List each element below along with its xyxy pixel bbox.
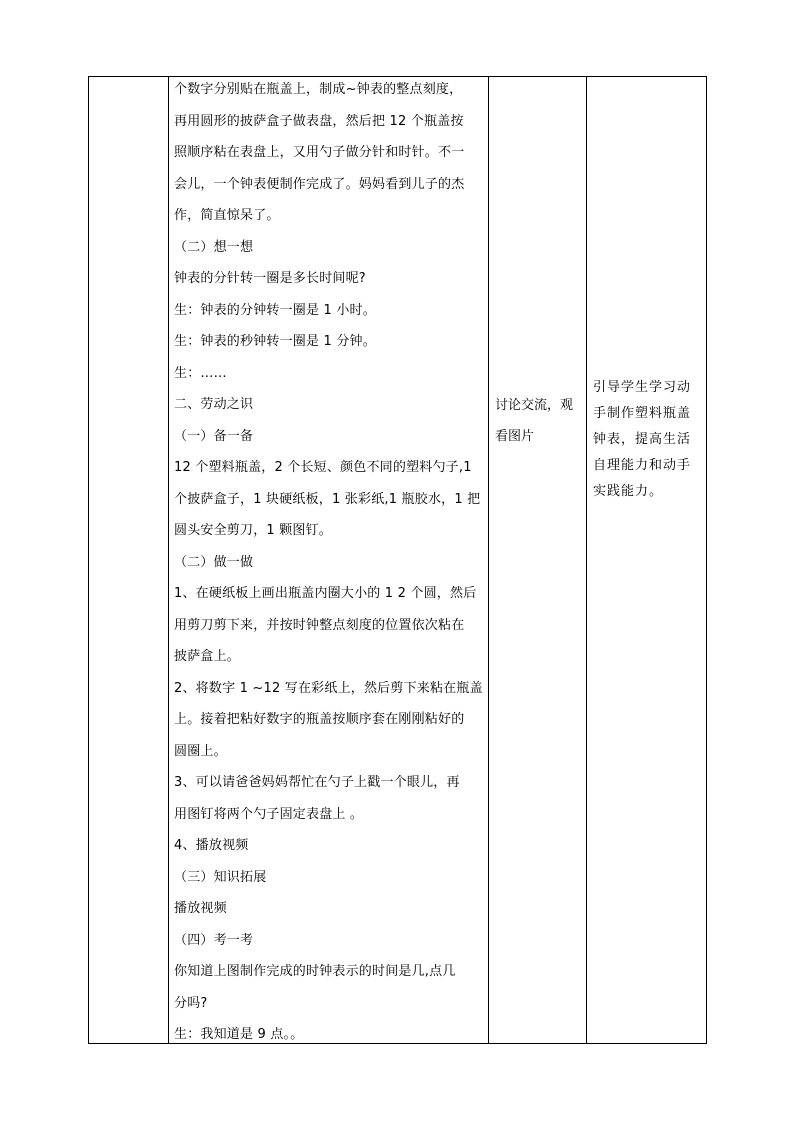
purpose-line: 实践能力。	[593, 484, 664, 499]
section-heading: 二、劳动之识	[174, 397, 254, 412]
content-line: 圆圈上。	[174, 743, 227, 759]
content-line: 生：钟表的分钟转一圈是 1 小时。	[174, 302, 376, 318]
content-line: 1、在硬纸板上画出瓶盖内圈大小的 1 2 个圆，然后	[174, 586, 477, 601]
purpose-line: 引导学生学习动	[593, 380, 692, 395]
content-line: 钟表的分针转一圈是多长时间呢?	[174, 271, 366, 286]
content-line: 用剪刀剪下来，并按时钟整点刻度的位置依次粘在	[174, 617, 465, 633]
content-line: 披萨盒上。	[174, 649, 241, 664]
column-divider	[586, 77, 587, 1043]
design-purpose-cell	[587, 375, 708, 505]
content-line: 圆头安全剪刀，1 颗图钉。	[174, 523, 333, 538]
content-line: 3、可以请爸爸妈妈帮忙在勺子上戳一个眼儿，再	[174, 775, 460, 790]
content-line: 上。接着把粘好数字的瓶盖按顺序套在刚刚粘好的	[174, 712, 465, 727]
section-heading: （四）考一考	[174, 932, 254, 948]
lesson-table	[88, 76, 707, 1044]
content-line: 生：……	[174, 365, 227, 381]
content-line: 会儿，一个钟表便制作完成了。妈妈看到儿子的杰	[174, 176, 465, 192]
content-line: 作，简直惊呆了。	[174, 208, 280, 223]
content-line: 2、将数字 1 ~12 写在彩纸上，然后剪下来粘在瓶盖	[174, 680, 483, 696]
teaching-content-cell	[169, 77, 489, 1051]
section-heading: （三）知识拓展	[174, 869, 267, 885]
content-line: 4、播放视频	[174, 838, 249, 853]
content-line: 个披萨盒子，1 块硬纸板，1 张彩纸,1 瓶胶水，1 把	[174, 491, 481, 507]
content-line: 生：钟表的秒钟转一圈是 1 分钟。	[174, 334, 376, 349]
section-heading: （二）想一想	[174, 239, 254, 255]
purpose-line: 钟表，提高生活	[593, 432, 692, 447]
content-line: 分吗?	[174, 995, 208, 1011]
content-line: 用图钉将两个勺子固定表盘上 。	[174, 806, 364, 822]
section-heading: （一）备一备	[174, 428, 254, 444]
student-activity-cell	[489, 390, 587, 452]
content-line: 个数字分别贴在瓶盖上，制成~钟表的整点刻度，	[174, 82, 463, 97]
content-line: 生：我知道是 9 点。。	[174, 1027, 304, 1042]
activity-line: 讨论交流，观	[495, 398, 574, 413]
section-heading: （二）做一做	[174, 554, 254, 570]
content-line: 照顺序粘在表盘上，又用勺子做分针和时针。不一	[174, 145, 465, 160]
purpose-line: 手制作塑料瓶盖	[593, 406, 692, 421]
content-line: 再用圆形的披萨盒子做表盘，然后把 12 个瓶盖按	[174, 113, 464, 129]
activity-line: 看图片	[495, 429, 535, 444]
content-line: 播放视频	[174, 901, 227, 916]
content-line: 12 个塑料瓶盖，2 个长短、颜色不同的塑料勺子,1	[174, 460, 472, 475]
purpose-line: 自理能力和动手	[593, 458, 692, 473]
content-line: 你知道上图制作完成的时钟表示的时间是几,点几	[174, 964, 456, 979]
